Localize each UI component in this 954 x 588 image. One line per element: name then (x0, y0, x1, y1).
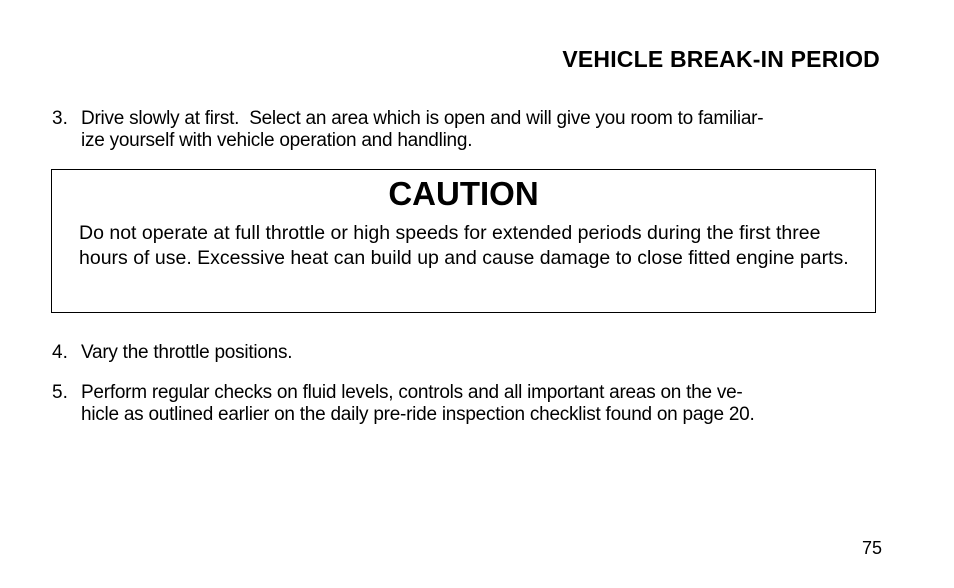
section-title: VEHICLE BREAK-IN PERIOD (562, 46, 880, 72)
step-number: 5. (52, 382, 68, 403)
step-text (81, 108, 882, 152)
step-text-line-1: Drive slowly at first. Select an area which is open and will give you room to familiar- (81, 108, 764, 129)
page-number: 75 (861, 538, 882, 558)
step-text-line-1: Perform regular checks on fluid levels, controls and all important areas on the ve- (81, 382, 743, 403)
step-number: 3. (52, 108, 68, 129)
step-number: 4. (52, 342, 68, 363)
step-text-line-2: ize yourself with vehicle operation and handling. (81, 130, 473, 151)
caution-box (51, 169, 876, 313)
step-text-line-2: hicle as outlined earlier on the daily pre-ride inspection checklist found on page 20. (81, 404, 755, 425)
list-item (52, 108, 882, 152)
step-text: Vary the throttle positions. (81, 342, 293, 363)
list-item (52, 342, 882, 364)
caution-title: CAUTION (388, 175, 539, 212)
step-text (81, 382, 882, 426)
caution-body: Do not operate at full throttle or high speeds for extended periods during the first three hours of use. Excessive heat can build up and cause damage to close fitted engine parts. (79, 222, 849, 269)
list-item (52, 382, 882, 426)
